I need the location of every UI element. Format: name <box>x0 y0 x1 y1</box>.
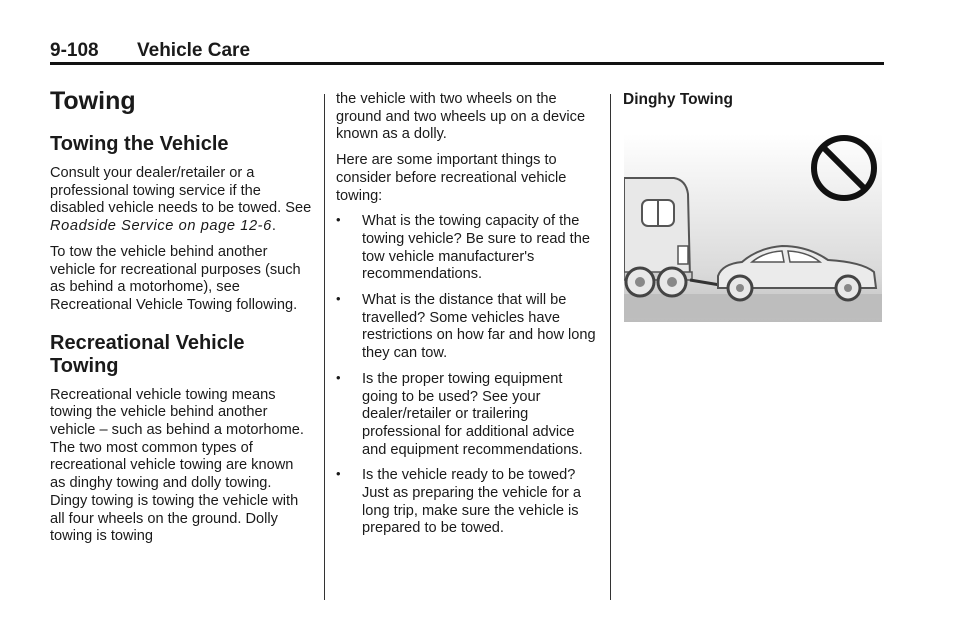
bullet: • <box>336 212 341 228</box>
roadside-service-link[interactable]: Roadside Service on page 12-6 <box>50 218 272 235</box>
bullet: • <box>336 369 341 385</box>
heading-dinghy-towing: Dinghy Towing <box>623 91 733 108</box>
column-1 <box>50 133 312 554</box>
paragraph-dolly-continued: the vehicle with two wheels on the ground and two wheels up on a device known as a dolly. <box>336 91 586 143</box>
column-divider-1 <box>324 94 325 600</box>
bullet: • <box>336 291 341 307</box>
header-rule <box>50 62 884 65</box>
page-title: Towing <box>50 87 136 115</box>
considerations-list <box>336 213 600 538</box>
heading-recreational-vehicle-towing: Recreational Vehicle Towing <box>50 331 245 377</box>
bullet: • <box>336 466 341 482</box>
column-2 <box>336 91 600 546</box>
paragraph-consult: Consult your dealer/retailer or a professional towing service if the disabled vehicle needs to be towed. See Roadside Service on page 12-6. <box>50 165 312 235</box>
heading-towing-the-vehicle: Towing the Vehicle <box>50 133 229 155</box>
dinghy-towing-svg <box>624 128 884 343</box>
dinghy-towing-illustration <box>624 128 884 343</box>
paragraph-recreational-intro: To tow the vehicle behind another vehicle for recreational purposes (such as behind a motorhome), see Recreational Vehicle Towing following. <box>50 243 301 313</box>
page-number: 9-108 <box>50 40 99 61</box>
page-header <box>50 38 884 64</box>
list-item: • Is the vehicle ready to be towed? Just as preparing the vehicle for a long trip, make sure the vehicle is prepared to be towed. <box>336 466 582 537</box>
list-item: • Is the proper towing equipment going to be used? See your dealer/retailer or trailering professional for additional advice and equipment recommendations. <box>336 369 583 458</box>
section-title: Vehicle Care <box>137 40 251 61</box>
paragraph-rv-towing: Recreational vehicle towing means towing the vehicle behind another vehicle – such as behind a motorhome. The two most common types of recreational vehicle towing are known as dinghy towing and dolly towing. Dingy towing is towing the vehicle with all four wheels on the ground. Dolly towing is towing <box>50 386 304 545</box>
paragraph-considerations: Here are some important things to consider before recreational vehicle towing: <box>336 152 567 204</box>
list-item: • What is the towing capacity of the towing vehicle? Be sure to read the tow vehicle manufacturer's recommendations. <box>336 212 590 283</box>
column-divider-2 <box>610 94 611 600</box>
list-item: • What is the distance that will be travelled? Some vehicles have restrictions on how far and how long they can tow. <box>336 291 596 362</box>
motorhome-icon <box>624 178 692 296</box>
